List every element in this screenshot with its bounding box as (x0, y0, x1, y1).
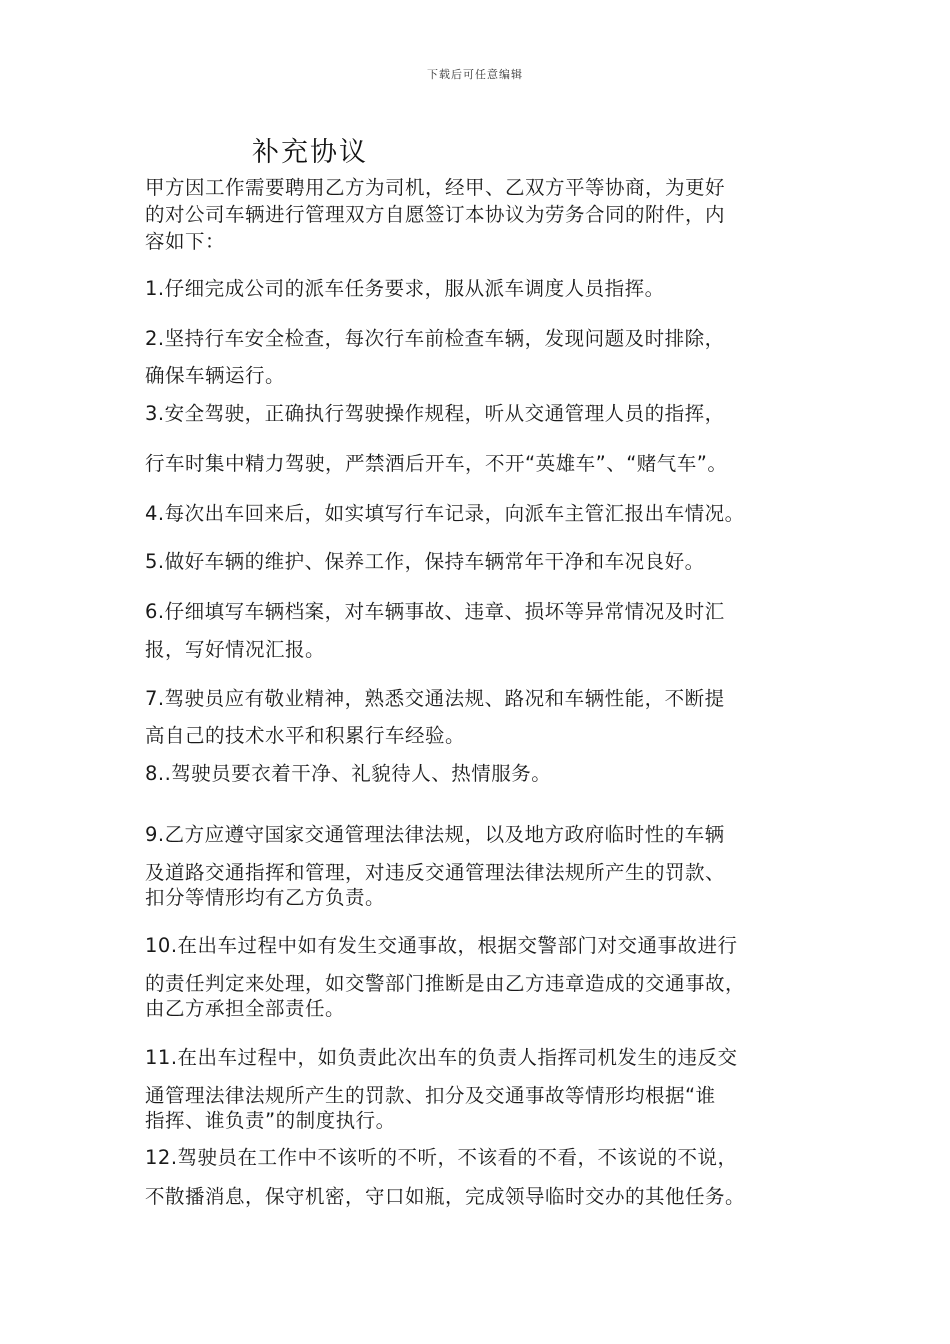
clause-line: 报，写好情况汇报。 (145, 638, 326, 661)
clause-line: 6.仔细填写车辆档案，对车辆事故、违章、损坏等异常情况及时汇 (145, 600, 725, 623)
clause-line: 高自己的技术水平和积累行车经验。 (145, 724, 466, 747)
clause-line: 7.驾驶员应有敬业精神，熟悉交通法规、路况和车辆性能，不断提 (145, 687, 725, 710)
clause-line: 通管理法律法规所产生的罚款、扣分及交通事故等情形均根据“谁 (145, 1084, 716, 1107)
clause-line: 指挥、谁负责”的制度执行。 (145, 1109, 396, 1132)
intro-line: 的对公司车辆进行管理双方自愿签订本协议为劳务合同的附件，内 (145, 203, 726, 226)
clause-line: 由乙方承担全部责任。 (145, 997, 346, 1020)
header-note: 下载后可任意编辑 (427, 68, 523, 81)
clause-line: 11.在出车过程中，如负责此次出车的负责人指挥司机发生的违反交 (145, 1046, 738, 1069)
clause-line: 及道路交通指挥和管理，对违反交通管理法律法规所产生的罚款、 (145, 861, 726, 884)
clause-line: 4.每次出车回来后，如实填写行车记录，向派车主管汇报出车情况。 (145, 502, 745, 525)
clause-line: 3.安全驾驶，正确执行驾驶操作规程，听从交通管理人员的指挥， (145, 402, 725, 425)
clause-line: 12.驾驶员在工作中不该听的不听，不该看的不看，不该说的不说， (145, 1146, 738, 1169)
clause-line: 8..驾驶员要衣着干净、礼貌待人、热情服务。 (145, 762, 552, 785)
clause-line: 2.坚持行车安全检查，每次行车前检查车辆，发现问题及时排除， (145, 327, 725, 350)
clause-line: 5.做好车辆的维护、保养工作，保持车辆常年干净和车况良好。 (145, 550, 705, 573)
clause-line: 1.仔细完成公司的派车任务要求，服从派车调度人员指挥。 (145, 277, 665, 300)
clause-line: 10.在出车过程中如有发生交通事故，根据交警部门对交通事故进行 (145, 934, 738, 957)
intro-line: 甲方因工作需要聘用乙方为司机，经甲、乙双方平等协商，为更好 (145, 176, 726, 199)
clause-line: 9.乙方应遵守国家交通管理法律法规，以及地方政府临时性的车辆 (145, 823, 725, 846)
clause-line: 行车时集中精力驾驶，严禁酒后开车，不开“英雄车”、“赌气车”。 (145, 452, 728, 475)
document-title: 补充协议 (252, 137, 368, 168)
clause-line: 不散播消息，保守机密，守口如瓶，完成领导临时交办的其他任务。 (145, 1185, 746, 1208)
clause-line: 的责任判定来处理，如交警部门推断是由乙方违章造成的交通事故， (145, 972, 746, 995)
clause-line: 确保车辆运行。 (145, 364, 286, 387)
clause-line: 扣分等情形均有乙方负责。 (145, 886, 386, 909)
intro-line: 容如下： (145, 230, 226, 253)
